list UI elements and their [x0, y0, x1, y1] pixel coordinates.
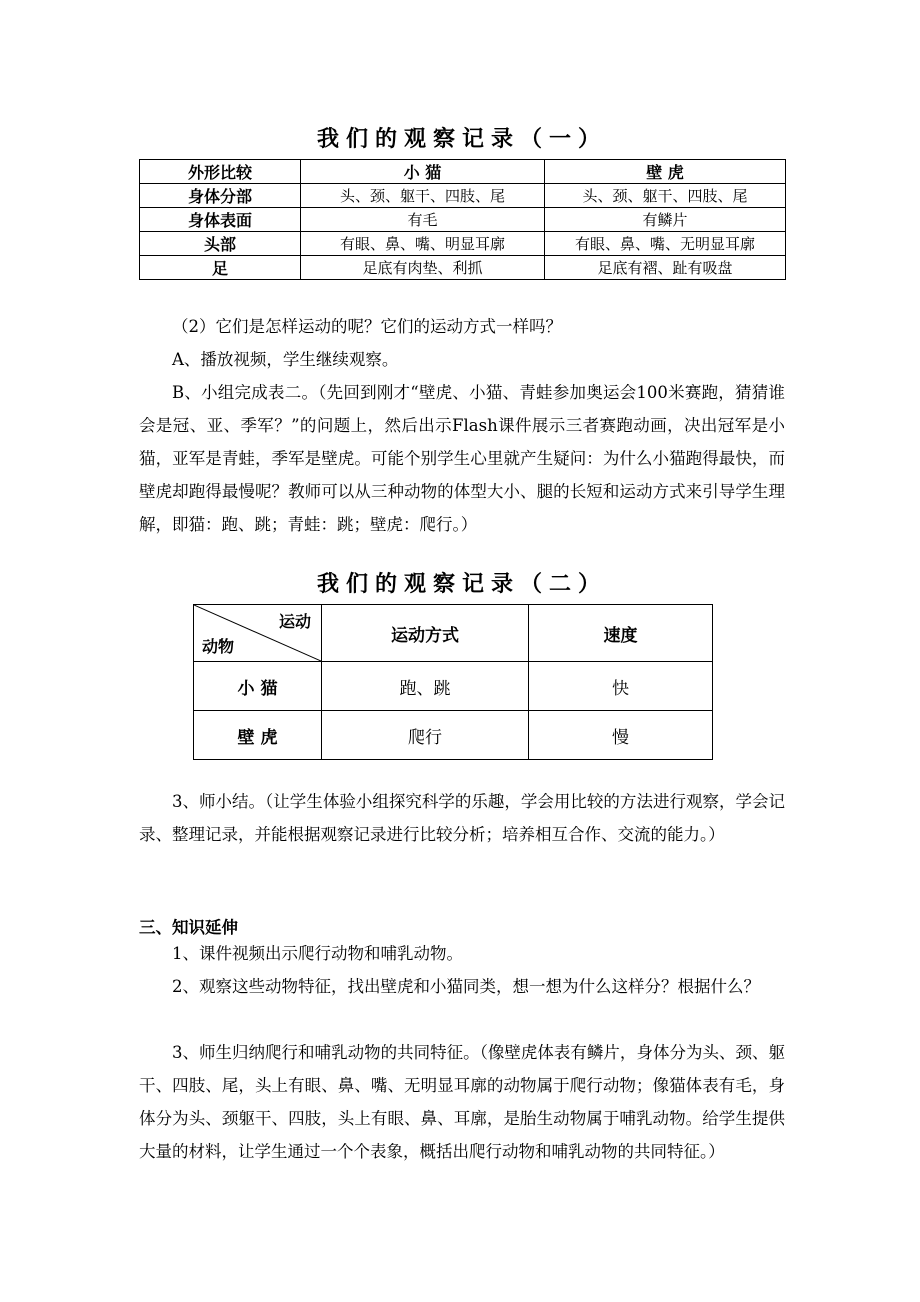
- gecko-cell: 有鳞片: [545, 208, 786, 232]
- observation-table-2: [193, 604, 713, 760]
- speed-cell: 快: [529, 662, 713, 711]
- section3-heading: 三、知识延伸: [139, 918, 238, 937]
- mode-cell: 跑、跳: [322, 662, 529, 711]
- summary-paragraph: 3、师小结。（让学生体验小组探究科学的乐趣，学会用比较的方法进行观察，学会记录、整理记录，并能根据观察记录进行比较分析；培养相互合作、交流的能力。）: [139, 792, 785, 844]
- question-paragraph: （2）它们是怎样运动的呢？它们的运动方式一样吗？: [172, 317, 562, 336]
- gecko-cell: 头、颈、躯干、四肢、尾: [545, 184, 786, 208]
- table1-title: 我们的观察记录（一）: [316, 127, 607, 152]
- list-item: 3、师生归纳爬行和哺乳动物的共同特征。（像壁虎体表有鳞片，身体分为头、颈、躯干、四肢、尾，头上有眼、鼻、嘴、无明显耳廓的动物属于爬行动物；像猫体表有毛，身体分为头、颈躯干、四肢，头上有眼、鼻、耳廓，是胎生动物属于哺乳动物。给学生提供大量的材料，让学生通过一个个表象，概括出爬行动物和哺乳动物的共同特征。）: [139, 1043, 785, 1161]
- cat-cell: 有眼、鼻、嘴、明显耳廓: [301, 232, 545, 256]
- row-label: 身体分部: [140, 184, 301, 208]
- gecko-cell: 有眼、鼻、嘴、无明显耳廓: [545, 232, 786, 256]
- table-row: [140, 256, 786, 280]
- animal-cell: 小 猫: [194, 662, 322, 711]
- table-row: [140, 208, 786, 232]
- list-item: 1、课件视频出示爬行动物和哺乳动物。: [172, 944, 463, 963]
- table-row: [194, 662, 713, 711]
- table2-header-mode: 运动方式: [322, 605, 529, 662]
- row-label: 头部: [140, 232, 301, 256]
- gecko-cell: 足底有褶、趾有吸盘: [545, 256, 786, 280]
- table2-corner-cell: [194, 605, 322, 662]
- table2-title: 我们的观察记录（二）: [316, 572, 607, 597]
- cat-cell: 足底有肉垫、利抓: [301, 256, 545, 280]
- table2-header-speed: 速度: [529, 605, 713, 662]
- row-label: 身体表面: [140, 208, 301, 232]
- cat-cell: 有毛: [301, 208, 545, 232]
- table-row: [194, 711, 713, 760]
- table1-header-gecko: 壁 虎: [545, 160, 786, 184]
- mode-cell: 爬行: [322, 711, 529, 760]
- animal-cell: 壁 虎: [194, 711, 322, 760]
- table1-header-cat: 小 猫: [301, 160, 545, 184]
- cat-cell: 头、颈、躯干、四肢、尾: [301, 184, 545, 208]
- step-b-paragraph: B、小组完成表二。（先回到刚才“壁虎、小猫、青蛙参加奥运会100米赛跑，猜猜谁会是冠、亚、季军？”的问题上，然后出示Flash课件展示三者赛跑动画，决出冠军是小猫，亚军是青蛙，季军是壁虎。可能个别学生心里就产生疑问：为什么小猫跑得最快，而壁虎却跑得最慢呢？教师可以从三种动物的体型大小、腿的长短和运动方式来引导学生理解，即猫：跑、跳；青蛙：跳；壁虎：爬行。）: [139, 383, 785, 534]
- table-row: [140, 232, 786, 256]
- row-label: 足: [140, 256, 301, 280]
- list-item: 2、观察这些动物特征，找出壁虎和小猫同类，想一想为什么这样分？根据什么？: [172, 977, 760, 996]
- observation-table-1: [139, 159, 786, 280]
- table1-header-compare: 外形比较: [140, 160, 301, 184]
- step-a-paragraph: A、播放视频，学生继续观察。: [172, 350, 399, 369]
- table-row: [140, 184, 786, 208]
- corner-bottom-label: 动物: [202, 637, 235, 656]
- corner-top-label: 运动: [278, 612, 311, 631]
- speed-cell: 慢: [529, 711, 713, 760]
